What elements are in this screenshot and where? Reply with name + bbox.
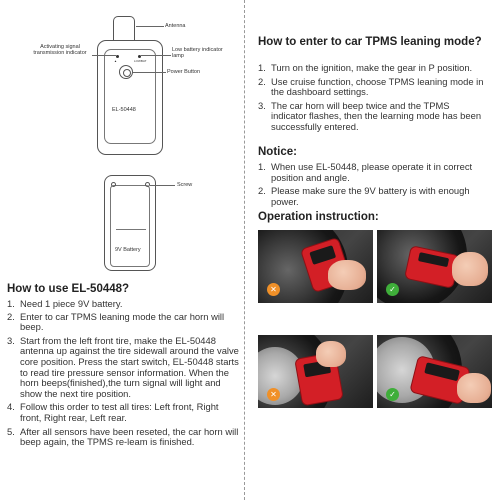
photo-wrong-2 bbox=[258, 335, 373, 408]
step-number: 5. bbox=[7, 425, 15, 437]
how-to-use-steps bbox=[7, 299, 242, 448]
device-model-text: EL-50448 bbox=[112, 107, 136, 113]
photo-correct-2 bbox=[377, 335, 492, 408]
step-number: 3. bbox=[7, 334, 15, 346]
step-number: 2. bbox=[258, 75, 266, 87]
wrong-mark-icon: ✕ bbox=[267, 388, 280, 401]
correct-mark-icon: ✓ bbox=[386, 388, 399, 401]
antenna-label: Antenna bbox=[165, 23, 186, 29]
list-item: 3. Start from the left front tire, make the EL-50448 antenna up against the tire sidewall around the valve core position. Press the start switch, EL-50448 starts to read tire pressure sensor information. When the horn beeps(finished),the turn signal will light and show the next tire position. bbox=[7, 334, 239, 399]
photo-correct-1 bbox=[377, 230, 492, 303]
notice-steps bbox=[258, 162, 486, 207]
power-callout-line bbox=[133, 72, 166, 73]
hand-image bbox=[457, 373, 491, 403]
list-item: 1. Turn on the ignition, make the gear in P position. bbox=[258, 62, 473, 73]
list-item: 2. Use cruise function, choose TPMS leaning mode in the dashboard settings. bbox=[258, 75, 484, 98]
operation-heading: Operation instruction: bbox=[258, 211, 379, 223]
device-body-front bbox=[97, 40, 163, 155]
compartment-divider bbox=[116, 229, 146, 230]
column-divider bbox=[244, 0, 245, 500]
step-number: 2. bbox=[258, 185, 266, 197]
battery-lamp-callout-line bbox=[141, 55, 171, 56]
enter-mode-heading: How to enter to car TPMS leaning mode? bbox=[258, 36, 482, 48]
list-item: 3. The car horn will beep twice and the TPMS indicator flashes, then the learning mode has been successfully entered. bbox=[258, 99, 482, 132]
battery-compartment bbox=[110, 185, 150, 267]
step-number: 1. bbox=[7, 298, 15, 309]
battery-tiny-label: LOWBAT bbox=[134, 59, 147, 63]
screw-label: Screw bbox=[177, 182, 193, 188]
enter-mode-steps bbox=[258, 63, 486, 133]
how-to-use-heading: How to use EL-50448? bbox=[7, 283, 130, 295]
power-button-label: Power Button bbox=[167, 69, 201, 75]
screw-callout-line bbox=[150, 185, 175, 186]
signal-callout-line bbox=[92, 55, 116, 56]
device-body-back bbox=[104, 175, 156, 271]
step-number: 1. bbox=[258, 62, 266, 73]
power-button-drawing bbox=[119, 65, 133, 79]
step-number: 2. bbox=[7, 310, 15, 322]
antenna-callout-line bbox=[136, 26, 164, 27]
photo-wrong-1 bbox=[258, 230, 373, 303]
list-item: 1. Need 1 piece 9V battery. bbox=[7, 298, 123, 309]
list-item: 2. Enter to car TPMS leaning mode the car horn will beep. bbox=[7, 310, 225, 333]
signal-indicator-dot bbox=[116, 55, 119, 58]
list-item: 5. After all sensors have been reseted, the car horn will beep again, the TPMS re-leam is finished. bbox=[7, 425, 239, 448]
list-item: 1. When use EL-50448, please operate it in correct position and angle. bbox=[258, 161, 473, 183]
notice-heading: Notice: bbox=[258, 146, 297, 158]
step-number: 3. bbox=[258, 99, 266, 111]
signal-indicator-label: Activating signal transmission indicator bbox=[33, 44, 87, 57]
hand-image bbox=[316, 341, 346, 367]
battery-lamp-label: Low battery indicator lamp bbox=[172, 47, 223, 60]
correct-mark-icon: ✓ bbox=[386, 283, 399, 296]
list-item: 2. Please make sure the 9V battery is with enough power. bbox=[258, 185, 470, 207]
list-item: 4. Follow this order to test all tires: Left front, Right front, Right rear, Left rear. bbox=[7, 401, 219, 423]
hand-image bbox=[452, 252, 488, 286]
battery-text: 9V Battery bbox=[115, 247, 141, 253]
step-number: 4. bbox=[7, 401, 15, 413]
signal-tiny-label: ▲ bbox=[114, 59, 117, 63]
screw-left-icon bbox=[111, 182, 116, 187]
hand-image bbox=[328, 260, 366, 290]
wrong-mark-icon: ✕ bbox=[267, 283, 280, 296]
device-face-panel bbox=[104, 49, 156, 144]
step-number: 1. bbox=[258, 161, 266, 172]
antenna-drawing bbox=[113, 16, 135, 42]
